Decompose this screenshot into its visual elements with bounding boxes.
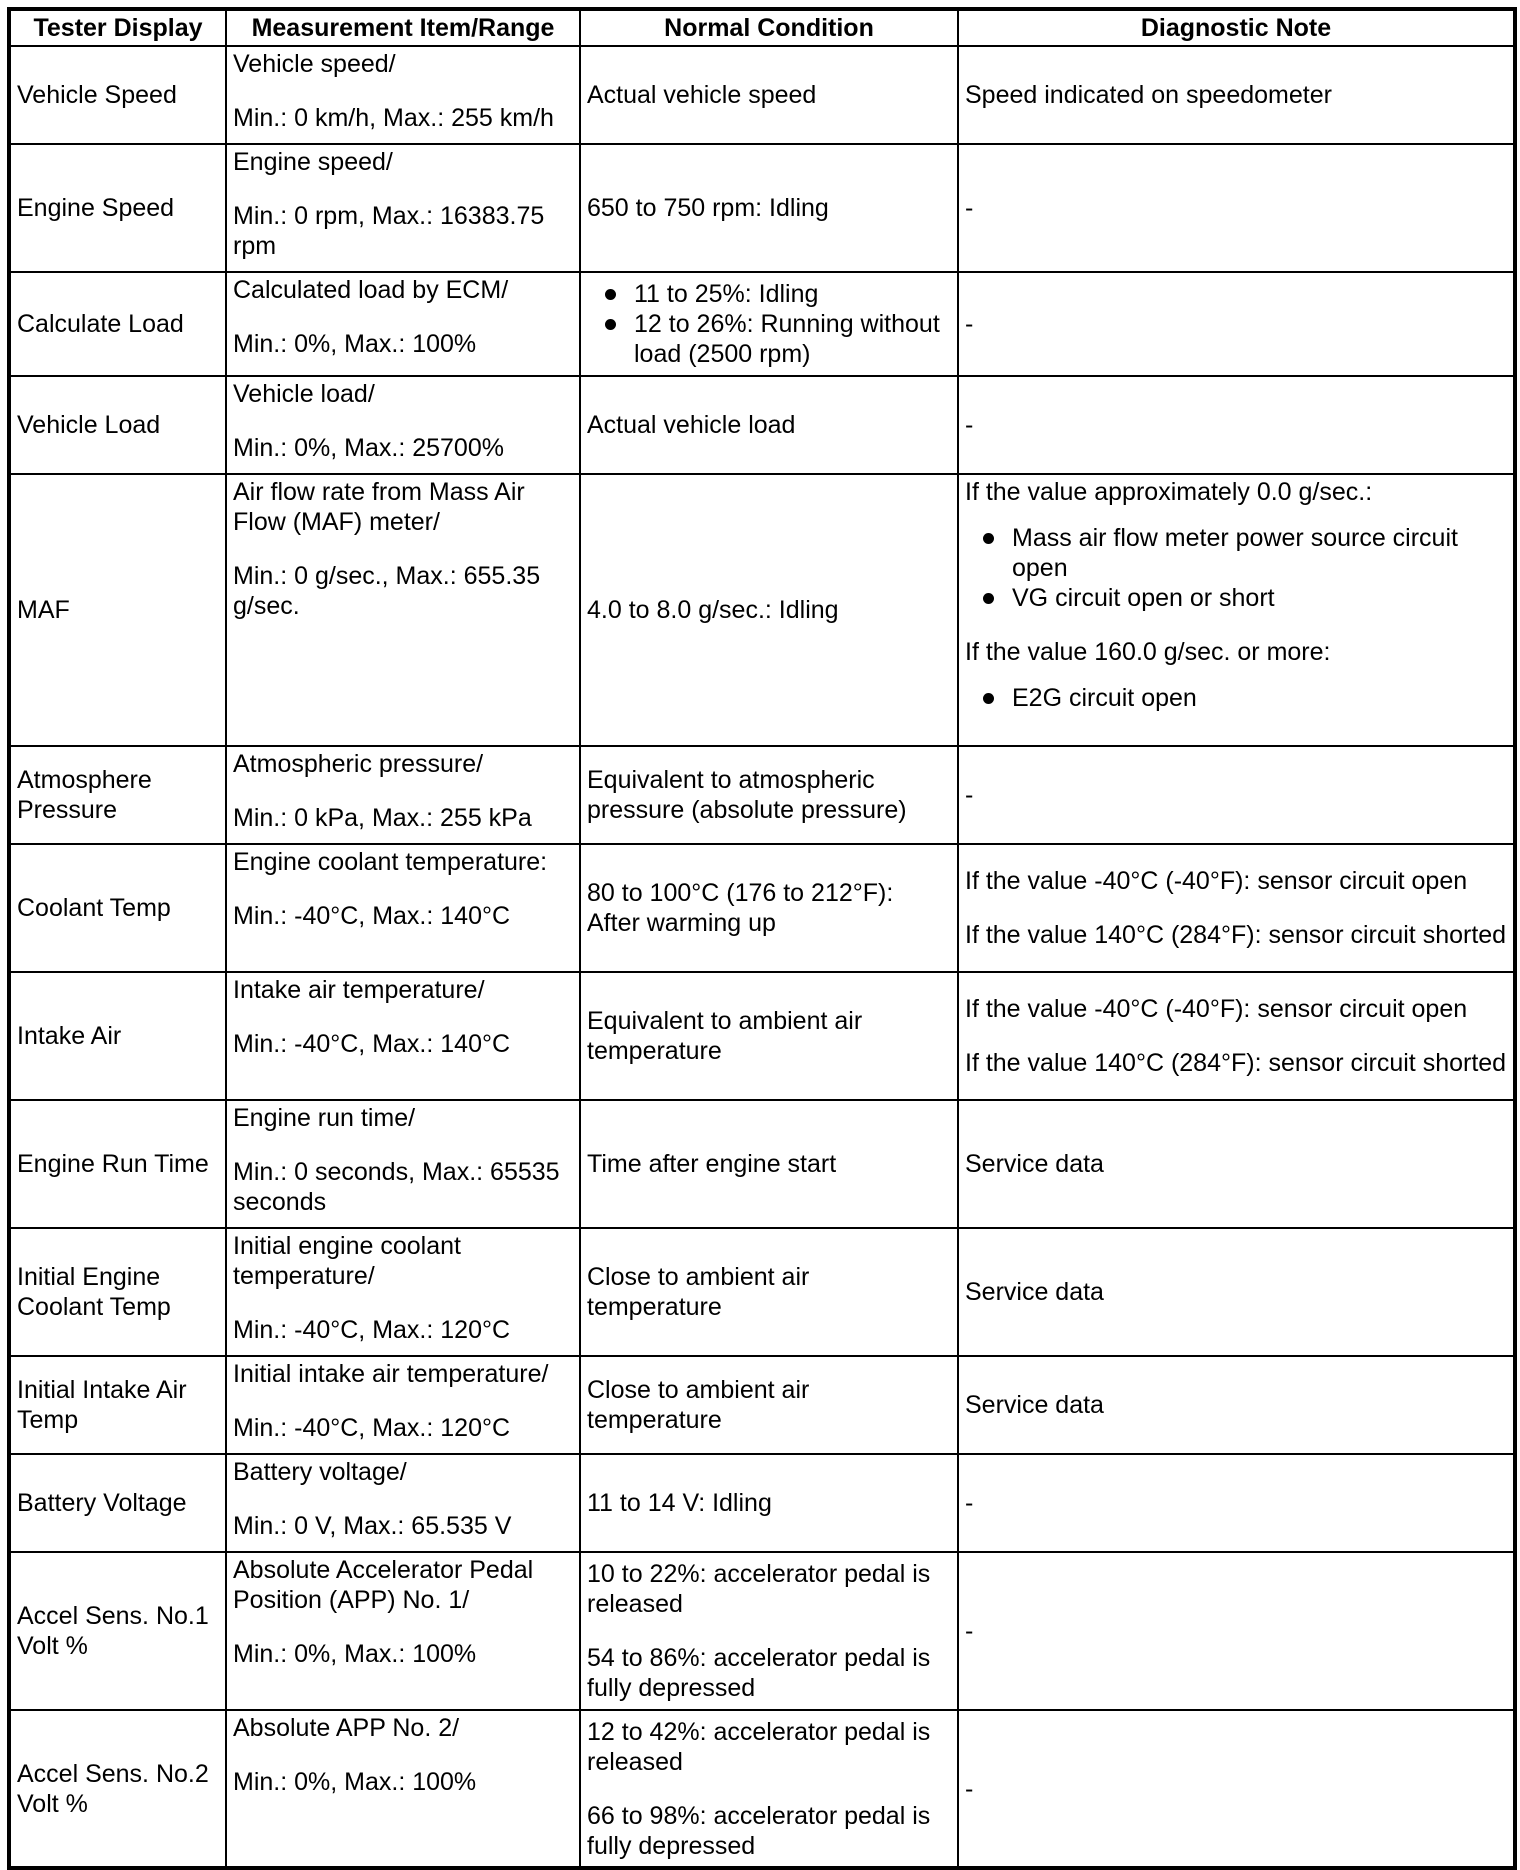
tester-display-cell: Battery Voltage (9, 1454, 226, 1552)
diagnostic-note-cell: - (958, 1710, 1515, 1868)
bullet-list (965, 683, 1507, 713)
measurement-cell (226, 1552, 580, 1710)
normal-condition-cell (580, 1552, 958, 1710)
measurement-item: Absolute APP No. 2/ (233, 1714, 460, 1742)
bullet-list (965, 523, 1507, 613)
table-row (9, 376, 1515, 474)
normal-condition-text: 12 to 42%: accelerator pedal is released (587, 1717, 931, 1776)
bullet-item: 11 to 25%: Idling (587, 279, 951, 309)
diagnostic-note-cell: Service data (958, 1356, 1515, 1454)
table-row (9, 1228, 1515, 1356)
measurement-cell (226, 474, 580, 746)
diagnostic-note-cell (958, 972, 1515, 1100)
measurement-range: Min.: 0 V, Max.: 65.535 V (233, 1512, 512, 1540)
tester-display-cell: Atmosphere Pressure (9, 746, 226, 844)
measurement-item: Atmospheric pressure/ (233, 750, 484, 778)
tester-display-cell: Coolant Temp (9, 844, 226, 972)
diagnostic-note-cell (958, 474, 1515, 746)
normal-condition-text: Close to ambient air temperature (587, 1263, 810, 1321)
measurement-item: Absolute Accelerator Pedal Position (APP) No. 1/ (233, 1556, 534, 1614)
table-row (9, 844, 1515, 972)
measurement-cell (226, 272, 580, 376)
header-measurement-item: Measurement Item/Range (226, 9, 580, 46)
table-row (9, 1356, 1515, 1454)
table-row (9, 474, 1515, 746)
table-row (9, 1552, 1515, 1710)
tester-display-cell: Vehicle Load (9, 376, 226, 474)
note-text: If the value 140°C (284°F): sensor circuit shorted (965, 1049, 1507, 1077)
normal-condition-text: Actual vehicle speed (587, 81, 817, 109)
measurement-range: Min.: 0%, Max.: 100% (233, 1640, 477, 1668)
tester-display-cell: Accel Sens. No.2 Volt % (9, 1710, 226, 1868)
normal-condition-text: Close to ambient air temperature (587, 1376, 810, 1434)
normal-condition-text: 650 to 750 rpm: Idling (587, 194, 829, 222)
normal-condition-cell (580, 1356, 958, 1454)
measurement-range: Min.: -40°C, Max.: 120°C (233, 1316, 511, 1344)
measurement-item: Intake air temperature/ (233, 976, 485, 1004)
measurement-cell (226, 1710, 580, 1868)
measurement-range: Min.: 0 rpm, Max.: 16383.75 rpm (233, 202, 545, 260)
normal-condition-text: 66 to 98%: accelerator pedal is fully depressed (587, 1801, 931, 1860)
normal-condition-text: 10 to 22%: accelerator pedal is released (587, 1560, 931, 1618)
measurement-range: Min.: 0%, Max.: 100% (233, 1768, 477, 1796)
measurement-range: Min.: 0 km/h, Max.: 255 km/h (233, 104, 554, 132)
measurement-item: Calculated load by ECM/ (233, 276, 509, 304)
bullet-item: 12 to 26%: Running without load (2500 rpm) (587, 309, 951, 369)
table-row (9, 144, 1515, 272)
measurement-cell (226, 46, 580, 144)
normal-condition-cell (580, 144, 958, 272)
measurement-range: Min.: 0 g/sec., Max.: 655.35 g/sec. (233, 562, 541, 620)
normal-condition-text: Equivalent to atmospheric pressure (absolute pressure) (587, 766, 907, 824)
tester-display-cell: Initial Intake Air Temp (9, 1356, 226, 1454)
diagnostic-note-cell: Service data (958, 1100, 1515, 1228)
table-row (9, 972, 1515, 1100)
measurement-item: Battery voltage/ (233, 1458, 407, 1486)
measurement-range: Min.: 0%, Max.: 25700% (233, 434, 504, 462)
tester-display-cell: Engine Speed (9, 144, 226, 272)
note-intro: If the value approximately 0.0 g/sec.: (965, 478, 1373, 506)
normal-condition-cell (580, 1710, 958, 1868)
note-text: If the value 140°C (284°F): sensor circuit shorted (965, 921, 1507, 949)
bullet-item: VG circuit open or short (965, 583, 1507, 613)
measurement-cell (226, 1454, 580, 1552)
diagnostic-note-cell: - (958, 144, 1515, 272)
table-row (9, 746, 1515, 844)
measurement-range: Min.: -40°C, Max.: 140°C (233, 902, 511, 930)
normal-condition-cell (580, 1228, 958, 1356)
normal-condition-text: 11 to 14 V: Idling (587, 1489, 772, 1517)
normal-condition-cell (580, 272, 958, 376)
diagnostic-note-cell: - (958, 1552, 1515, 1710)
diagnostic-note-cell: - (958, 272, 1515, 376)
table-row (9, 1710, 1515, 1868)
measurement-cell (226, 144, 580, 272)
normal-condition-cell (580, 1100, 958, 1228)
normal-condition-cell (580, 376, 958, 474)
tester-display-cell: MAF (9, 474, 226, 746)
normal-condition-text: 80 to 100°C (176 to 212°F): After warming up (587, 879, 894, 937)
note-intro: If the value 160.0 g/sec. or more: (965, 638, 1331, 666)
measurement-cell (226, 972, 580, 1100)
tester-display-cell: Accel Sens. No.1 Volt % (9, 1552, 226, 1710)
measurement-range: Min.: 0 seconds, Max.: 65535 seconds (233, 1158, 560, 1216)
diagnostic-note-cell: - (958, 376, 1515, 474)
normal-condition-cell (580, 46, 958, 144)
normal-condition-cell (580, 474, 958, 746)
measurement-range: Min.: -40°C, Max.: 140°C (233, 1030, 511, 1058)
measurement-cell (226, 746, 580, 844)
normal-condition-text: 54 to 86%: accelerator pedal is fully depressed (587, 1644, 931, 1702)
normal-condition-text: 4.0 to 8.0 g/sec.: Idling (587, 596, 839, 624)
measurement-item: Vehicle speed/ (233, 50, 396, 78)
header-diagnostic-note: Diagnostic Note (958, 9, 1515, 46)
normal-condition-cell (580, 746, 958, 844)
bullet-list (587, 279, 951, 369)
measurement-item: Engine coolant temperature: (233, 848, 548, 876)
measurement-item: Initial intake air temperature/ (233, 1360, 549, 1388)
table-row (9, 1100, 1515, 1228)
measurement-item: Engine run time/ (233, 1104, 416, 1132)
measurement-cell (226, 1228, 580, 1356)
measurement-cell (226, 376, 580, 474)
normal-condition-cell (580, 844, 958, 972)
tester-display-cell: Vehicle Speed (9, 46, 226, 144)
header-normal-condition: Normal Condition (580, 9, 958, 46)
table-row (9, 1454, 1515, 1552)
measurement-range: Min.: 0 kPa, Max.: 255 kPa (233, 804, 532, 832)
normal-condition-text: Time after engine start (587, 1150, 837, 1178)
diagnostic-note-cell: Service data (958, 1228, 1515, 1356)
normal-condition-cell (580, 1454, 958, 1552)
header-tester-display: Tester Display (9, 9, 226, 46)
normal-condition-text: Actual vehicle load (587, 411, 796, 439)
diagnostic-note-cell: - (958, 746, 1515, 844)
measurement-cell (226, 1356, 580, 1454)
tester-display-cell: Initial Engine Coolant Temp (9, 1228, 226, 1356)
diagnostic-note-cell: Speed indicated on speedometer (958, 46, 1515, 144)
measurement-item: Engine speed/ (233, 148, 393, 176)
tester-display-cell: Intake Air (9, 972, 226, 1100)
bullet-item: Mass air flow meter power source circuit open (965, 523, 1507, 583)
table-row (9, 46, 1515, 144)
tester-display-cell: Calculate Load (9, 272, 226, 376)
measurement-range: Min.: -40°C, Max.: 120°C (233, 1414, 511, 1442)
tester-display-cell: Engine Run Time (9, 1100, 226, 1228)
measurement-item: Initial engine coolant temperature/ (233, 1232, 461, 1290)
bullet-item: E2G circuit open (965, 683, 1507, 713)
note-text: If the value -40°C (-40°F): sensor circuit open (965, 867, 1468, 895)
note-text: If the value -40°C (-40°F): sensor circuit open (965, 995, 1468, 1023)
measurement-item: Vehicle load/ (233, 380, 375, 408)
normal-condition-cell (580, 972, 958, 1100)
measurement-cell (226, 844, 580, 972)
measurement-range: Min.: 0%, Max.: 100% (233, 330, 477, 358)
diagnostic-note-cell (958, 844, 1515, 972)
header-row (9, 9, 1515, 46)
measurement-item: Air flow rate from Mass Air Flow (MAF) meter/ (233, 478, 525, 536)
table-row (9, 272, 1515, 376)
normal-condition-text: Equivalent to ambient air temperature (587, 1007, 863, 1065)
measurement-cell (226, 1100, 580, 1228)
diagnostic-note-cell: - (958, 1454, 1515, 1552)
data-list-table (7, 7, 1517, 1870)
